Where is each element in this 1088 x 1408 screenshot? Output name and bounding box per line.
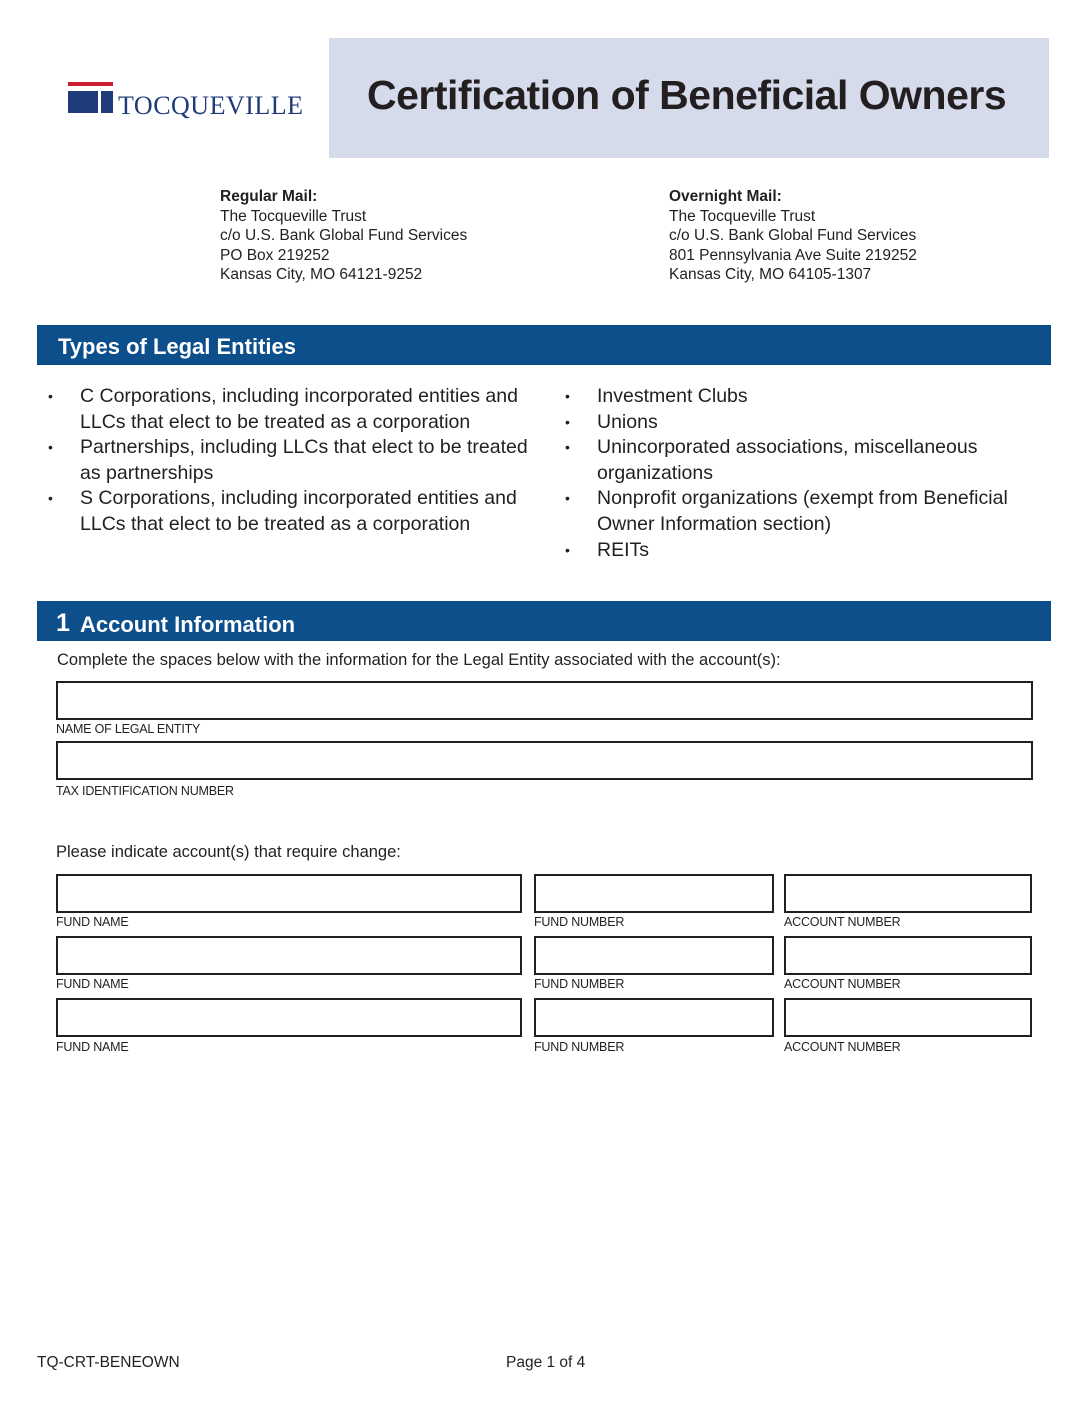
account-section-header bbox=[37, 601, 1051, 641]
fund-name-label: FUND NAME bbox=[56, 1040, 129, 1054]
account-number-field[interactable] bbox=[784, 936, 1032, 975]
fund-name-field[interactable] bbox=[56, 936, 522, 975]
fund-number-field[interactable] bbox=[534, 874, 774, 913]
fund-name-field[interactable] bbox=[56, 874, 522, 913]
legal-entity-name-field[interactable] bbox=[56, 681, 1033, 720]
entity-types-list-left bbox=[48, 384, 538, 538]
fund-number-field[interactable] bbox=[534, 998, 774, 1037]
fund-name-field[interactable] bbox=[56, 998, 522, 1037]
title-banner bbox=[329, 38, 1049, 158]
address-line: 801 Pennsylvania Ave Suite 219252 bbox=[669, 246, 917, 264]
fund-number-label: FUND NUMBER bbox=[534, 915, 625, 929]
account-number-label: ACCOUNT NUMBER bbox=[784, 1040, 901, 1054]
list-item: • C Corporations, including incorporated entities and LLCs that elect to be treated as a corporation bbox=[48, 384, 538, 435]
account-section-title: Account Information bbox=[80, 612, 296, 637]
logo-mark-icon bbox=[68, 82, 116, 116]
types-section-title: Types of Legal Entities bbox=[58, 334, 296, 359]
list-item: • Unincorporated associations, miscellaneous organizations bbox=[565, 435, 1065, 486]
form-code: TQ-CRT-BENEOWN bbox=[37, 1354, 180, 1371]
account-number-field[interactable] bbox=[784, 998, 1032, 1037]
address-line: PO Box 219252 bbox=[220, 246, 330, 264]
list-item: • Unions bbox=[565, 410, 1065, 436]
tocqueville-logo bbox=[68, 82, 308, 122]
address-line: Kansas City, MO 64121-9252 bbox=[220, 266, 423, 283]
list-item: • Nonprofit organizations (exempt from Beneficial Owner Information section) bbox=[565, 486, 1065, 537]
address-line: c/o U.S. Bank Global Fund Services bbox=[220, 227, 468, 244]
regular-mail-heading: Regular Mail: bbox=[220, 188, 318, 205]
account-instruction: Complete the spaces below with the information for the Legal Entity associated with the account(s): bbox=[57, 651, 781, 669]
tax-id-field[interactable] bbox=[56, 741, 1033, 780]
fund-name-label: FUND NAME bbox=[56, 977, 129, 991]
overnight-mail-address bbox=[669, 187, 917, 285]
address-line: The Tocqueville Trust bbox=[220, 207, 367, 225]
fund-number-field[interactable] bbox=[534, 936, 774, 975]
account-number-label: ACCOUNT NUMBER bbox=[784, 977, 901, 991]
fund-name-label: FUND NAME bbox=[56, 915, 129, 929]
account-number-field[interactable] bbox=[784, 874, 1032, 913]
address-line: Kansas City, MO 64105-1307 bbox=[669, 266, 872, 283]
address-line: c/o U.S. Bank Global Fund Services bbox=[669, 227, 917, 244]
page-title: Certification of Beneficial Owners bbox=[367, 72, 1007, 118]
page-number: Page 1 of 4 bbox=[506, 1354, 586, 1371]
tax-id-label: TAX IDENTIFICATION NUMBER bbox=[56, 784, 234, 798]
list-item: • Investment Clubs bbox=[565, 384, 1065, 410]
legal-entity-name-label: NAME OF LEGAL ENTITY bbox=[56, 722, 201, 736]
section-number: 1 bbox=[56, 609, 70, 637]
list-item: • REITs bbox=[565, 538, 1065, 564]
logo-wordmark: TOCQUEVILLE bbox=[118, 91, 304, 120]
address-line: The Tocqueville Trust bbox=[669, 207, 816, 225]
types-section-header bbox=[37, 325, 1051, 365]
list-item: • S Corporations, including incorporated entities and LLCs that elect to be treated as a corporation bbox=[48, 486, 538, 537]
entity-types-list-right bbox=[565, 384, 1065, 563]
regular-mail-address bbox=[220, 187, 467, 285]
fund-number-label: FUND NUMBER bbox=[534, 977, 625, 991]
fund-number-label: FUND NUMBER bbox=[534, 1040, 625, 1054]
change-instruction: Please indicate account(s) that require change: bbox=[56, 843, 401, 861]
list-item: • Partnerships, including LLCs that elect to be treated as partnerships bbox=[48, 435, 538, 486]
overnight-mail-heading: Overnight Mail: bbox=[669, 188, 782, 205]
account-number-label: ACCOUNT NUMBER bbox=[784, 915, 901, 929]
